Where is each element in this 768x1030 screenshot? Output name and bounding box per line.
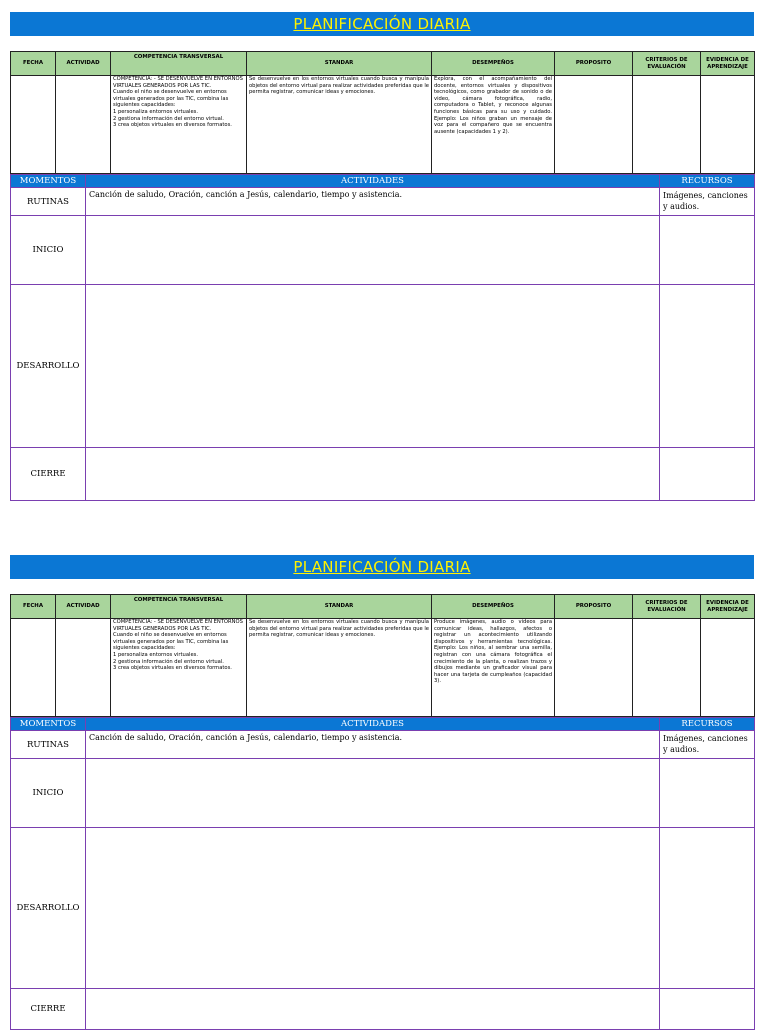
row-rutinas bbox=[11, 188, 755, 216]
cierre-recursos[interactable] bbox=[660, 448, 755, 501]
header-proposito: PROPOSITO bbox=[555, 595, 633, 619]
row-inicio bbox=[11, 216, 755, 285]
cell-competencia: COMPETENCIA: - SE DESENVUELVE EN ENTORNOS VIRTUALES GENERADOS POR LAS TIC. Cuando el niño se desenvuelve en entornos virtuales generados por las TIC, combina las siguientes capacidades: 1 personaliza entornos virtuales. 2 gestiona información del entorno virtual. 3 crea objetos virtuales en diversos formatos. bbox=[111, 76, 247, 174]
cell-desempenos: Produce imágenes, audio o videos para comunicar ideas, hallazgos, afectos o registrar un acontecimiento utilizando dispositivos y herramientas tecnológicas. Ejemplo: Los niños, al sembrar una semilla, registran con una cámara fotográfica el crecimiento de la planta, o realizan trazos y dibujos mediante un graficador visual para hacer una tarjeta de cumpleaños (capacidad 3). bbox=[432, 619, 555, 717]
rutinas-recursos: Imágenes, canciones y audios. bbox=[660, 188, 755, 216]
header-standar: STANDAR bbox=[247, 595, 432, 619]
row-desarrollo bbox=[11, 285, 755, 448]
header-criterios: CRITERIOS DE EVALUACIÓN bbox=[633, 52, 701, 76]
plan-header-row bbox=[11, 52, 755, 76]
planning-sheet-2 bbox=[10, 555, 754, 1030]
label-inicio: INICIO bbox=[11, 759, 86, 828]
cierre-actividad[interactable] bbox=[86, 448, 660, 501]
cell-proposito[interactable] bbox=[555, 76, 633, 174]
cell-standar: Se desenvuelve en los entornos virtuales cuando busca y manipula objetos del entorno virtual para realizar actividades preferidas que le permita registrar, comunicar ideas y emociones. bbox=[247, 76, 432, 174]
header-momentos: MOMENTOS bbox=[11, 718, 86, 731]
label-rutinas: RUTINAS bbox=[11, 188, 86, 216]
header-desempenos: DESEMPEÑOS bbox=[432, 595, 555, 619]
cell-standar: Se desenvuelve en los entornos virtuales cuando busca y manipula objetos del entorno virtual para realizar actividades preferidas que le permita registrar, comunicar ideas y emociones. bbox=[247, 619, 432, 717]
inicio-actividad[interactable] bbox=[86, 216, 660, 285]
cell-criterios[interactable] bbox=[633, 619, 701, 717]
label-cierre: CIERRE bbox=[11, 989, 86, 1030]
header-actividades: ACTIVIDADES bbox=[86, 175, 660, 188]
header-actividad: ACTIVIDAD bbox=[56, 52, 111, 76]
plan-body-row bbox=[11, 76, 755, 174]
header-competencia: COMPETENCIA TRANSVERSAL bbox=[111, 595, 247, 619]
header-proposito: PROPOSITO bbox=[555, 52, 633, 76]
rutinas-recursos: Imágenes, canciones y audios. bbox=[660, 731, 755, 759]
row-desarrollo bbox=[11, 828, 755, 989]
desarrollo-actividad[interactable] bbox=[86, 285, 660, 448]
desarrollo-recursos[interactable] bbox=[660, 828, 755, 989]
cell-competencia: COMPETENCIA: - SE DESENVUELVE EN ENTORNOS VIRTUALES GENERADOS POR LAS TIC. Cuando el niño se desenvuelve en entornos virtuales generados por las TIC, combina las siguientes capacidades: 1 personaliza entornos virtuales. 2 gestiona información del entorno virtual. 3 crea objetos virtuales en diversos formatos. bbox=[111, 619, 247, 717]
row-rutinas bbox=[11, 731, 755, 759]
header-fecha: FECHA bbox=[11, 595, 56, 619]
label-inicio: INICIO bbox=[11, 216, 86, 285]
cell-actividad[interactable] bbox=[56, 619, 111, 717]
sheet-title-bar bbox=[10, 555, 754, 579]
inicio-recursos[interactable] bbox=[660, 759, 755, 828]
header-actividad: ACTIVIDAD bbox=[56, 595, 111, 619]
moments-table bbox=[10, 717, 755, 1030]
label-desarrollo: DESARROLLO bbox=[11, 285, 86, 448]
header-momentos: MOMENTOS bbox=[11, 175, 86, 188]
cell-evidencia[interactable] bbox=[701, 76, 755, 174]
header-standar: STANDAR bbox=[247, 52, 432, 76]
header-criterios: CRITERIOS DE EVALUACIÓN bbox=[633, 595, 701, 619]
rutinas-actividad: Canción de saludo, Oración, canción a Jesús, calendario, tiempo y asistencia. bbox=[86, 188, 660, 216]
header-recursos: RECURSOS bbox=[660, 175, 755, 188]
sheet-title-bar bbox=[10, 12, 754, 36]
desarrollo-recursos[interactable] bbox=[660, 285, 755, 448]
moments-header-row bbox=[11, 718, 755, 731]
label-cierre: CIERRE bbox=[11, 448, 86, 501]
row-cierre bbox=[11, 448, 755, 501]
label-desarrollo: DESARROLLO bbox=[11, 828, 86, 989]
desarrollo-actividad[interactable] bbox=[86, 828, 660, 989]
cell-fecha[interactable] bbox=[11, 76, 56, 174]
label-rutinas: RUTINAS bbox=[11, 731, 86, 759]
header-desempenos: DESEMPEÑOS bbox=[432, 52, 555, 76]
cell-fecha[interactable] bbox=[11, 619, 56, 717]
moments-header-row bbox=[11, 175, 755, 188]
cell-actividad[interactable] bbox=[56, 76, 111, 174]
sheet-title: PLANIFICACIÓN DIARIA bbox=[293, 558, 471, 576]
plan-body-row bbox=[11, 619, 755, 717]
cell-desempenos: Explora, con el acompañamiento del docente, entornos virtuales y dispositivos tecnológicos, como grabador de sonido o de video, cámara fotográfica, radio, computadora o Tablet, y reconoce algunas funciones básicas para su uso y cuidado. Ejemplo: Los niños graban un mensaje de voz para el compañero que se encuentra ausente (capacidades 1 y 2). bbox=[432, 76, 555, 174]
rutinas-actividad: Canción de saludo, Oración, canción a Jesús, calendario, tiempo y asistencia. bbox=[86, 731, 660, 759]
inicio-actividad[interactable] bbox=[86, 759, 660, 828]
inicio-recursos[interactable] bbox=[660, 216, 755, 285]
header-competencia: COMPETENCIA TRANSVERSAL bbox=[111, 52, 247, 76]
cierre-actividad[interactable] bbox=[86, 989, 660, 1030]
header-evidencia: EVIDENCIA DE APRENDIZAJE bbox=[701, 52, 755, 76]
row-inicio bbox=[11, 759, 755, 828]
header-fecha: FECHA bbox=[11, 52, 56, 76]
header-recursos: RECURSOS bbox=[660, 718, 755, 731]
header-actividades: ACTIVIDADES bbox=[86, 718, 660, 731]
plan-table bbox=[10, 51, 755, 174]
plan-table bbox=[10, 594, 755, 717]
cell-criterios[interactable] bbox=[633, 76, 701, 174]
cell-evidencia[interactable] bbox=[701, 619, 755, 717]
plan-header-row bbox=[11, 595, 755, 619]
header-evidencia: EVIDENCIA DE APRENDIZAJE bbox=[701, 595, 755, 619]
cierre-recursos[interactable] bbox=[660, 989, 755, 1030]
row-cierre bbox=[11, 989, 755, 1030]
sheet-title: PLANIFICACIÓN DIARIA bbox=[293, 15, 471, 33]
planning-sheet-1 bbox=[10, 12, 754, 501]
cell-proposito[interactable] bbox=[555, 619, 633, 717]
moments-table bbox=[10, 174, 755, 501]
